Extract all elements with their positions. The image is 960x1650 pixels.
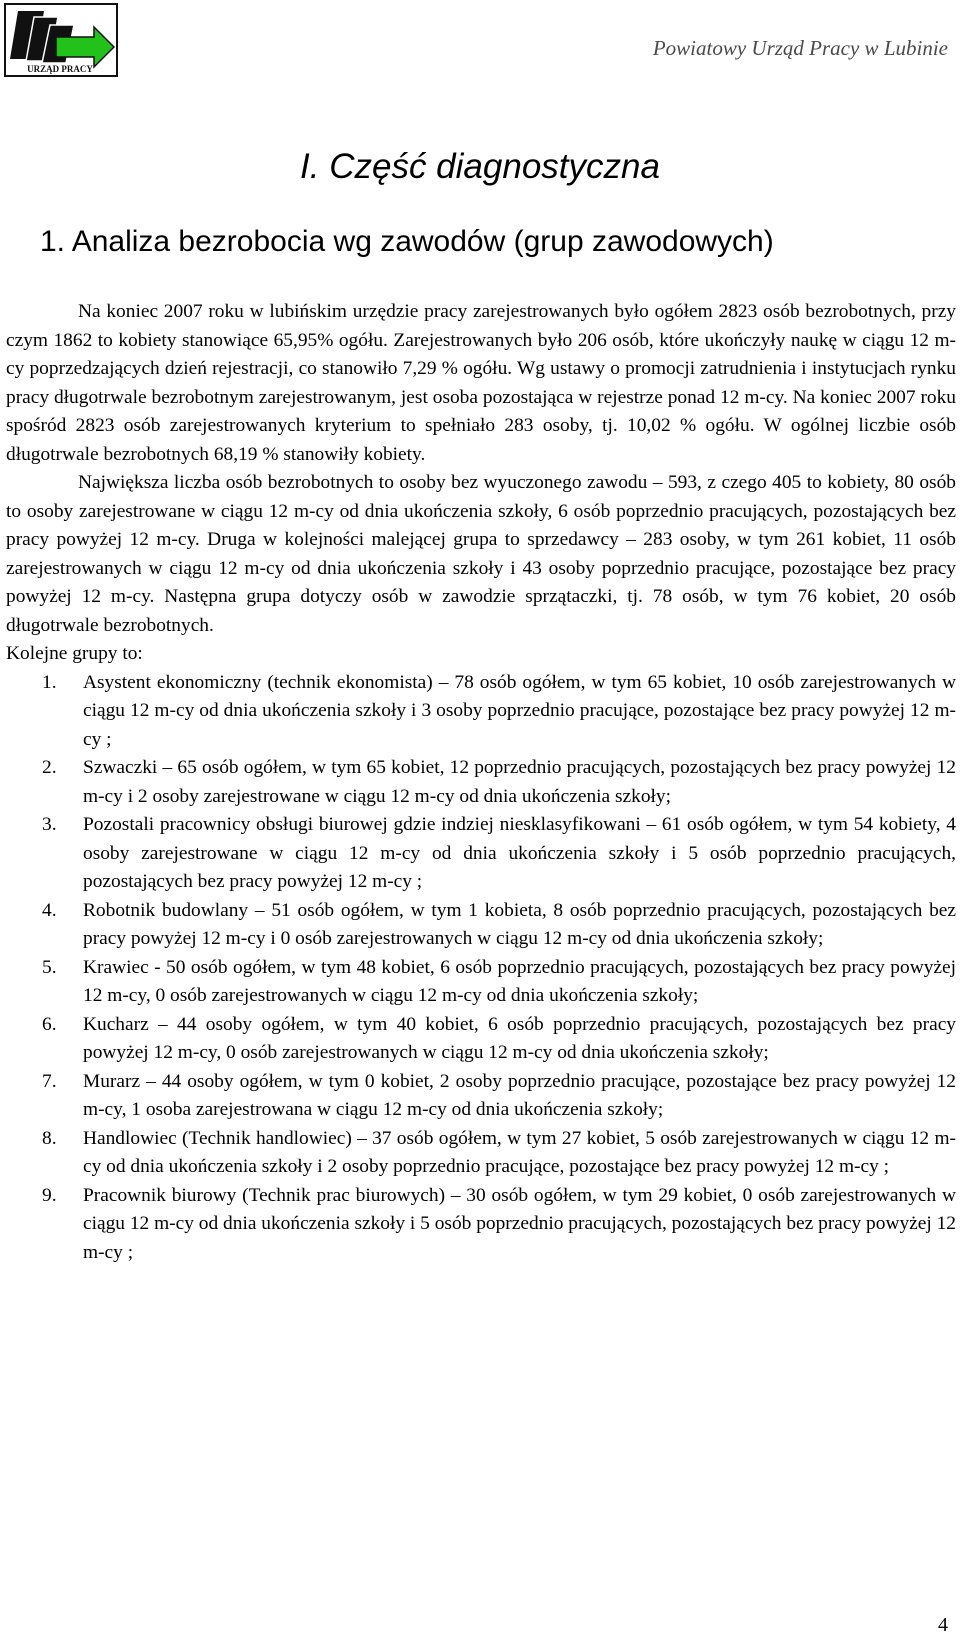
- list-item: [6, 954, 956, 1011]
- list-item: [6, 1068, 956, 1125]
- list-item-number: 6.: [42, 1013, 57, 1035]
- paragraph-unemployment-summary: Na koniec 2007 roku w lubińskim urzędzie pracy zarejestrowanych było ogółem 2823 osób bezrobotnych, przy czym 1862 to kobiety stanowiące 65,95% ogółu. Zarejestrowanych było 206 osób, które ukończyły naukę w ciągu 12 m-cy poprzedzających dzień rejestracji, co stanowiło 7,29 % ogółu. Wg ustawy o promocji zatrudnienia i instytucjach rynku pracy długotrwale bezrobotnym zarejestrowanym, jest osoba pozostająca w rejestrze ponad 12 m-cy. Na koniec 2007 roku spośród 2823 osób zarejestrowanych kryterium to spełniało 283 osoby, tj. 10,02 % ogółu. W ogólnej liczbie osób długotrwale bezrobotnych 68,19 % stanowiły kobiety.: [6, 301, 956, 465]
- list-item-number: 1.: [42, 671, 57, 693]
- list-item: [6, 811, 956, 897]
- logo-text: URZĄD PRACY: [27, 64, 93, 74]
- paragraph-largest-groups: Największa liczba osób bezrobotnych to osoby bez wyuczonego zawodu – 593, z czego 405 to kobiety, 80 osób to osoby zarejestrowane w ciągu 12 m-cy od dnia ukończenia szkoły, 6 osób poprzednio pracujących, pozostających bez pracy powyżej 12 m-cy. Druga w kolejności malejącej grupa to sprzedawcy – 283 osoby, w tym 261 kobiet, 11 osób zarejestrowanych w ciągu 12 m-cy od dnia ukończenia szkoły i 43 osoby poprzednio pracujące, pozostające bez pracy powyżej 12 m-cy. Następna grupa dotyczy osób w zawodzie sprzątaczki, tj. 78 osób, w tym 76 kobiet, 20 osób długotrwale bezrobotnych.: [6, 472, 956, 636]
- section-title: 1. Analiza bezrobocia wg zawodów (grup zawodowych): [40, 225, 774, 258]
- list-item-number: 7.: [42, 1070, 57, 1092]
- list-item-number: 5.: [42, 956, 57, 978]
- list-item: [6, 1125, 956, 1182]
- list-item-number: 3.: [42, 814, 57, 835]
- list-item-text: Pozostali pracownicy obsługi biurowej gdzie indziej niesklasyfikowani – 61 osób ogółem, w tym 54 kobiety, 4 osoby zarejestrowane w ciągu 12 m-cy od dnia ukończenia szkoły i 5 osób poprzednio pracujących, pozostających bez pracy powyżej 12 m-cy ;: [83, 814, 956, 892]
- list-item: [6, 1011, 956, 1068]
- occupation-groups-list: [6, 669, 956, 1268]
- list-item-text: Szwaczki – 65 osób ogółem, w tym 65 kobiet, 12 poprzednio pracujących, pozostających bez pracy powyżej 12 m-cy i 2 osoby zarejestrowane w ciągu 12 m-cy od dnia ukończenia szkoły;: [83, 757, 956, 807]
- list-intro: Kolejne grupy to:: [6, 643, 143, 664]
- office-name: Powiatowy Urząd Pracy w Lubinie: [652, 36, 948, 60]
- list-item-text: Kucharz – 44 osoby ogółem, w tym 40 kobiet, 6 osób poprzednio pracujących, pozostających bez pracy powyżej 12 m-cy, 0 osób zarejestrowanych w ciągu 12 m-cy od dnia ukończenia szkoły;: [83, 1013, 956, 1063]
- list-item-text: Asystent ekonomiczny (technik ekonomista) – 78 osób ogółem, w tym 65 kobiet, 10 osób zarejestrowanych w ciągu 12 m-cy od dnia ukończenia szkoły i 3 osoby poprzednio pracujące, pozostające bez pracy powyżej 12 m-cy ;: [83, 671, 956, 750]
- list-item-text: Murarz – 44 osoby ogółem, w tym 0 kobiet, 2 osoby poprzednio pracujące, pozostające bez pracy powyżej 12 m-cy, 1 osoba zarejestrowana w ciągu 12 m-cy od dnia ukończenia szkoły;: [83, 1070, 956, 1120]
- list-item-text: Robotnik budowlany – 51 osób ogółem, w tym 1 kobieta, 8 osób poprzednio pracujących, pozostających bez pracy powyżej 12 m-cy i 0 osób zarejestrowanych w ciągu 12 m-cy od dnia ukończenia szkoły;: [83, 899, 956, 949]
- list-item: [6, 897, 956, 954]
- list-item-text: Handlowiec (Technik handlowiec) – 37 osób ogółem, w tym 27 kobiet, 5 osób zarejestrowanych w ciągu 12 m-cy od dnia ukończenia szkoły i 2 osoby poprzednio pracujące, pozostające bez pracy powyżej 12 m-cy ;: [83, 1127, 956, 1177]
- list-item: [6, 1182, 956, 1268]
- list-item-number: 4.: [42, 899, 57, 921]
- part-title: I. Część diagnostyczna: [300, 147, 660, 186]
- list-item: [6, 754, 956, 811]
- list-item-text: Krawiec - 50 osób ogółem, w tym 48 kobiet, 6 osób poprzednio pracujących, pozostających bez pracy powyżej 12 m-cy, 0 osób zarejestrowanych w ciągu 12 m-cy od dnia ukończenia szkoły;: [83, 956, 956, 1006]
- list-item-text: Pracownik biurowy (Technik prac biurowych) – 30 osób ogółem, w tym 29 kobiet, 0 osób zarejestrowanych w ciągu 12 m-cy od dnia ukończenia szkoły i 5 osób poprzednio pracujących, pozostających bez pracy powyżej 12 m-cy ;: [83, 1184, 956, 1263]
- list-item-number: 2.: [42, 757, 57, 778]
- urzad-pracy-logo: [4, 3, 118, 77]
- list-item-number: 9.: [42, 1184, 57, 1206]
- document-body: [6, 298, 956, 1267]
- list-item-number: 8.: [42, 1127, 57, 1149]
- list-item: [6, 669, 956, 755]
- page-number: 4: [938, 1614, 948, 1636]
